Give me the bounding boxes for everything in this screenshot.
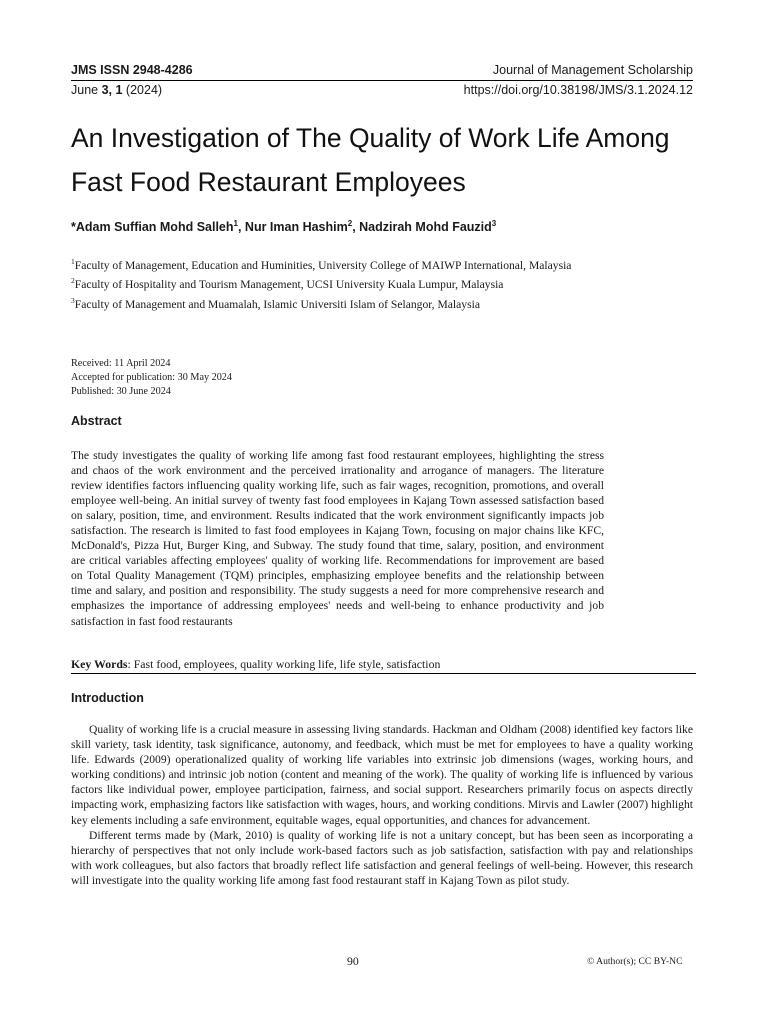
issue-year: (2024): [122, 83, 163, 97]
license-note: © Author(s); CC BY-NC: [587, 956, 683, 967]
affiliation-3: [71, 293, 571, 312]
introduction-body: [71, 722, 693, 888]
accepted-date: Accepted for publication: 30 May 2024: [71, 372, 232, 383]
author-3: [359, 220, 496, 234]
publication-dates: [71, 357, 232, 399]
keywords-line: [71, 657, 696, 672]
journal-name: Journal of Management Scholarship: [492, 63, 693, 77]
header-rule: [71, 80, 693, 81]
keywords-text: : Fast food, employees, quality working life, life style, satisfaction: [127, 657, 441, 671]
introduction-heading: Introduction: [71, 691, 144, 705]
issue-volume: 3, 1: [101, 83, 123, 97]
author-name: Nadzirah Mohd Fauzid: [359, 220, 492, 235]
author-sep: ,: [352, 220, 360, 235]
author-list: [71, 219, 496, 234]
keywords-label: Key Words: [71, 657, 128, 671]
author-sup: 2: [347, 219, 353, 228]
published-date: Published: 30 June 2024: [71, 386, 171, 397]
intro-paragraph-1: Quality of working life is a crucial measure in assessing living standards. Hackman and Oldham (2008) identified key factors like skill variety, task identity, task significance, autonomy, and feedback, which must be met for employees to have a quality working life. Edwards (2009) operationalized quality of working life variables into extrinsic job dimensions (wages, working hours, and working conditions) and intrinsic job notion (content and meaning of the work). The quality of working life is influenced by various factors like individual power, employee participation, fairness, and social support. Researchers primarily focus on aspects directly impacting work, emphasizing factors like satisfaction with wages, hours, and working conditions. Mirvis and Lawler (2007) highlight key elements including a safe environment, equitable wages, equal opportunities, and chances for advancement.: [71, 723, 693, 827]
author-1: [71, 220, 245, 234]
affiliation-text: Faculty of Management, Education and Huminities, University College of MAIWP International, Malaysia: [74, 258, 572, 272]
journal-issn: JMS ISSN 2948-4286: [71, 63, 193, 77]
page-number: 90: [347, 954, 359, 968]
abstract-heading: Abstract: [71, 414, 122, 428]
paper-title: An Investigation of The Quality of Work Life Among Fast Food Restaurant Employees: [71, 123, 670, 197]
issue-info: [71, 83, 162, 97]
author-sup: 1: [233, 219, 238, 228]
intro-paragraph-2: Different terms made by (Mark, 2010) is quality of working life is not a unitary concept, but has been seen as incorporating a hierarchy of perspectives that not only include work-based factors such as job satisfaction, satisfaction with pay and relationships with work colleagues, but also factors that broadly reflect life satisfaction and general feelings of well-being. However, this research will investigate into the quality working life among fast food restaurant staff in Kajang Town as pilot study.: [71, 828, 693, 887]
author-sup: 3: [491, 219, 497, 228]
doi-link[interactable]: https://doi.org/10.38198/JMS/3.1.2024.12: [463, 83, 693, 97]
abstract-text: The study investigates the quality of working life among fast food restaurant employees, highlighting the stress and chaos of the work environment and the perceived irrationality and arrogance of managers. The literature review identifies factors influencing quality working life, such as fair wages, recognition, promotions, and overall employee well-being. An initial survey of twenty fast food employees in Kajang Town assessed satisfaction based on salary, position, time, and environment. Results indicated that the work environment significantly impacts job satisfaction. The research is limited to fast food employees in Kajang Town, focusing on major chains like KFC, McDonald's, Pizza Hut, Burger King, and Subway. The study found that time, salary, position, and environment are critical variables affecting employees' quality of working life. Recommendations for improvement are based on Total Quality Management (TQM) principles, emphasizing employee benefits and the relationship between time and salary, and position and responsibility. The study suggests a need for more comprehensive research and emphasizes the importance of addressing employees' needs and well-being to enhance productivity and job satisfaction in fast food restaurants: [71, 449, 604, 628]
received-date: Received: 11 April 2024: [71, 358, 171, 369]
affiliation-list: [71, 254, 571, 312]
affiliation-1: [71, 254, 571, 273]
affiliation-text: Faculty of Hospitality and Tourism Management, UCSI University Kuala Lumpur, Malaysia: [74, 278, 504, 292]
affiliation-sup: 1: [71, 257, 75, 266]
affiliation-sup: 3: [71, 295, 75, 305]
affiliation-text: Faculty of Management and Muamalah, Islamic Universiti Islam of Selangor, Malaysia: [74, 297, 480, 311]
author-sep: ,: [237, 220, 245, 235]
author-name: Nur Iman Hashim: [244, 220, 348, 235]
affiliation-sup: 2: [71, 276, 75, 286]
author-name: *Adam Suffian Mohd Salleh: [71, 220, 234, 235]
author-2: [245, 220, 359, 234]
issue-month: June: [71, 83, 102, 97]
running-header: [71, 63, 693, 77]
affiliation-2: [71, 273, 571, 292]
issue-line: [71, 83, 693, 97]
keywords-rule: [71, 673, 696, 674]
